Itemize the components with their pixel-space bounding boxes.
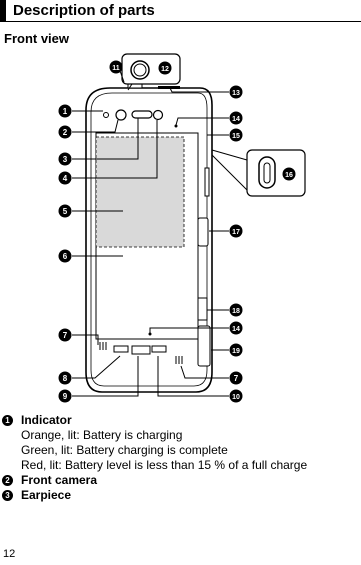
callout-label-14a: 14 (232, 116, 240, 123)
side-key-bottom (198, 298, 207, 320)
callout-label-18: 18 (232, 308, 240, 315)
callout-label-7a: 7 (62, 331, 68, 340)
callout-label-13: 13 (232, 90, 240, 97)
item-number-badge: 2 (2, 475, 13, 486)
parts-description-list (0, 413, 361, 503)
callout-label-19: 19 (232, 348, 240, 355)
item-name: Earpiece (21, 488, 72, 502)
callout-label-10: 10 (232, 394, 240, 401)
item-name: Front camera (21, 473, 98, 487)
callout-label-9: 9 (62, 392, 68, 401)
list-item (0, 488, 361, 503)
section-accent-bar (0, 0, 6, 21)
section-title: Description of parts (13, 2, 155, 19)
callout-label-11: 11 (112, 65, 120, 72)
top-grille (158, 86, 180, 89)
item-detail: Orange, lit: Battery is charging (21, 428, 183, 442)
item-number-badge: 1 (2, 415, 13, 426)
side-volume-key (198, 218, 208, 246)
front-view-diagram (0, 50, 361, 410)
side-connector (198, 326, 210, 366)
subheading-front-view: Front view (4, 31, 70, 46)
callout-label-5: 5 (62, 207, 68, 216)
item-number-badge: 3 (2, 490, 13, 501)
callout-label-1: 1 (62, 107, 68, 116)
list-item (0, 413, 361, 473)
callout-label-4: 4 (62, 174, 68, 183)
callout-label-15: 15 (232, 133, 240, 140)
item-detail: Red, lit: Battery level is less than 15 % of a full charge (21, 458, 308, 472)
callout-label-7b: 7 (233, 374, 239, 383)
callout-label-8: 8 (62, 374, 68, 383)
callout-label-6: 6 (62, 252, 68, 261)
callout-label-16: 16 (285, 172, 293, 179)
page-number: 12 (3, 548, 16, 560)
callout-label-2: 2 (62, 128, 68, 137)
callout-label-17: 17 (232, 229, 240, 236)
callout-label-12: 12 (161, 66, 169, 73)
callout-label-3: 3 (62, 155, 68, 164)
list-item (0, 473, 361, 488)
callout-label-14b: 14 (232, 326, 240, 333)
item-detail: Green, lit: Battery charging is complete (21, 443, 228, 457)
display-area (96, 137, 184, 247)
side-key-top (205, 168, 209, 196)
inset-box-side (247, 150, 305, 196)
item-name: Indicator (21, 413, 72, 427)
section-header (0, 0, 361, 22)
